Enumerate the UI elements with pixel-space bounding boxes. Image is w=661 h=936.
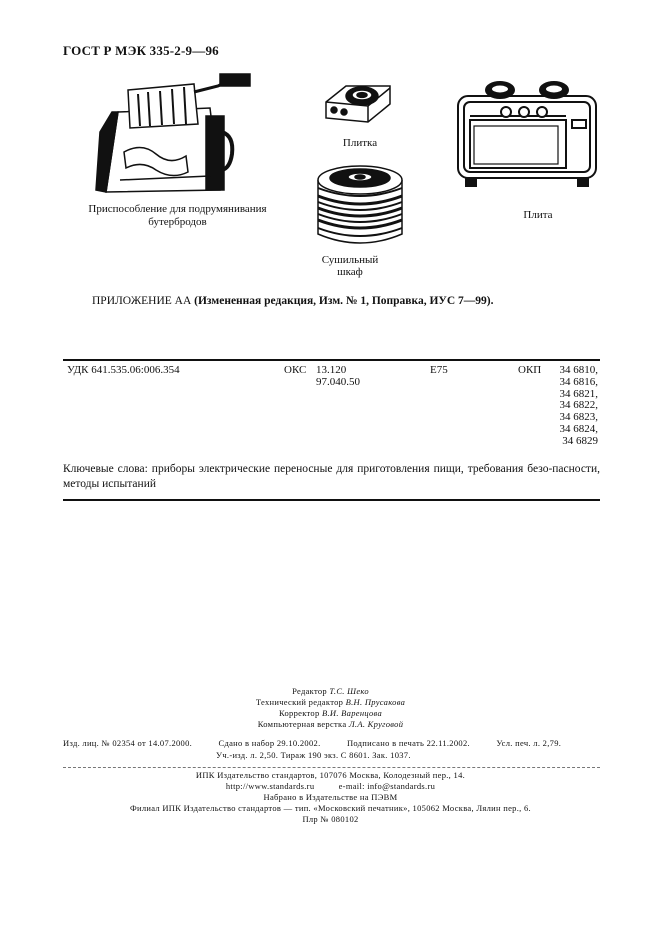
okp-value: 34 6821, bbox=[559, 387, 598, 400]
stove-caption: Плита bbox=[523, 209, 553, 221]
imprint-divider bbox=[63, 767, 600, 768]
sandwich-toaster-caption: Приспособление для подрумянивания бутербродов bbox=[88, 203, 267, 228]
typeset-date: Сдано в набор 29.10.2002. bbox=[218, 738, 321, 748]
edition-details: Уч.-изд. л. 2,50. Тираж 190 экз. С 8601. Зак. 1037. bbox=[216, 750, 411, 760]
publisher-contacts: http://www.standards.ru e-mail: info@standards.ru bbox=[225, 781, 436, 791]
group-code: Е75 bbox=[430, 364, 448, 376]
appendix-note bbox=[92, 295, 494, 307]
print-sheets: Усл. печ. л. 2,79. bbox=[496, 738, 562, 748]
tech-editor-line: Технический редактор В.Н. Прусакова bbox=[255, 697, 406, 707]
oks-value: 97.040.50 bbox=[316, 375, 360, 388]
printing-house: Филиал ИПК Издательство стандартов — тип. «Московский печатник», 105062 Москва, Лялин пер., 6. bbox=[130, 803, 531, 813]
udk-code: УДК 641.535.06:006.354 bbox=[67, 364, 180, 376]
food-dryer-caption-line1: Сушильный bbox=[321, 254, 379, 266]
okp-values bbox=[540, 365, 598, 448]
hotplate-caption: Плитка bbox=[342, 137, 378, 149]
oks-label: ОКС bbox=[284, 364, 307, 376]
okp-value: 34 6822, bbox=[559, 399, 598, 412]
publisher-info bbox=[0, 770, 661, 825]
food-dryer-illustration bbox=[312, 158, 408, 250]
editor-line: Редактор Т.С. Шеко bbox=[292, 686, 369, 696]
bottom-rule bbox=[63, 499, 600, 501]
oks-value: 13.120 bbox=[316, 364, 347, 376]
okp-value: 34 6816, bbox=[559, 375, 598, 388]
proofreader-line: Корректор В.И. Варенцова bbox=[278, 708, 383, 718]
sandwich-toaster-illustration bbox=[90, 72, 260, 202]
print-date: Подписано в печать 22.11.2002. bbox=[346, 738, 470, 748]
okp-value: 34 6824, bbox=[559, 422, 598, 435]
typeset-note: Набрано в Издательстве на ПЭВМ bbox=[263, 792, 398, 802]
imprint-editors bbox=[0, 686, 661, 730]
document-header: ГОСТ Р МЭК 335-2-9—96 bbox=[63, 43, 219, 58]
publication-details bbox=[63, 738, 600, 749]
okp-value: 34 6823, bbox=[559, 411, 598, 424]
publisher-address: ИПК Издательство стандартов, 107076 Москва, Колодезный пер., 14. bbox=[195, 770, 466, 780]
food-dryer-caption-line2: шкаф bbox=[337, 266, 363, 278]
top-rule bbox=[63, 359, 600, 361]
license-info: Изд. лиц. № 02354 от 14.07.2000. bbox=[63, 738, 193, 748]
okp-value: 34 6829 bbox=[562, 434, 598, 447]
hotplate-illustration bbox=[322, 78, 394, 126]
keywords: Ключевые слова: приборы электрические переносные для приготовления пищи, требования безо-пасности, методы испытаний bbox=[63, 463, 600, 490]
stove-illustration bbox=[452, 76, 602, 188]
appendix-revision-note: (Измененная редакция, Изм. № 1, Поправка, ИУС 7—99). bbox=[194, 295, 494, 307]
license-number: Плр № 080102 bbox=[302, 814, 359, 824]
appendix-label: ПРИЛОЖЕНИЕ АА bbox=[92, 295, 192, 307]
layout-line: Компьютерная верстка Л.А. Круговой bbox=[257, 719, 404, 729]
okp-label: ОКП bbox=[518, 364, 542, 376]
okp-value: 34 6810, bbox=[559, 364, 598, 376]
oks-values bbox=[316, 365, 360, 389]
